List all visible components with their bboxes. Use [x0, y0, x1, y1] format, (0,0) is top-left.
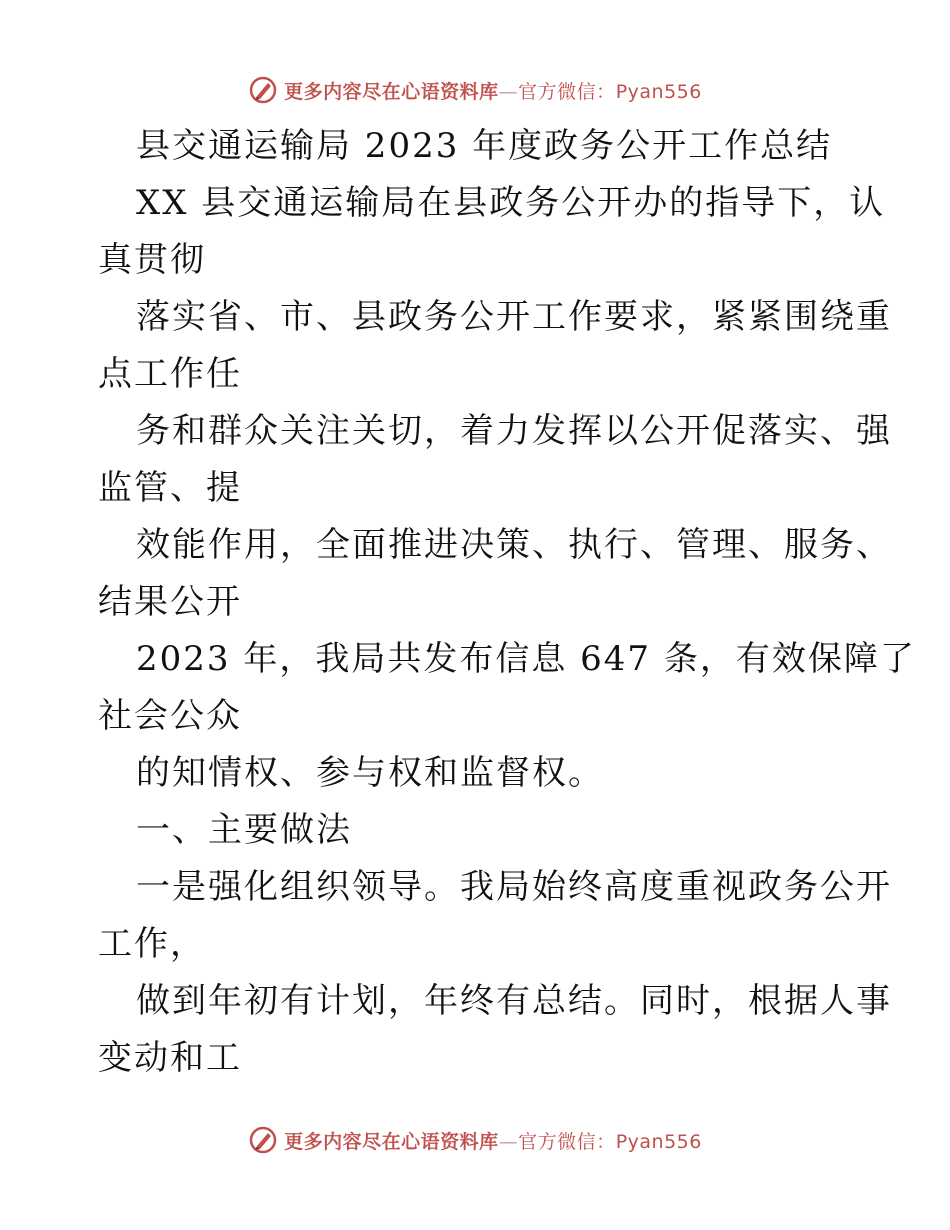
paragraph-line: 一是强化组织领导。我局始终高度重视政务公开	[136, 867, 892, 907]
watermark-account: Pyan556	[615, 80, 702, 103]
paragraph-line: XX 县交通运输局在县政务公开办的指导下，认	[136, 183, 886, 223]
footer-watermark	[0, 1120, 950, 1160]
pen-logo-icon	[248, 75, 278, 105]
paragraph-line: 监管、提	[98, 468, 242, 508]
pen-logo-icon	[248, 1125, 278, 1155]
document-title: 县交通运输局 2023 年度政务公开工作总结	[136, 126, 833, 166]
paragraph-line: 点工作任	[98, 354, 242, 394]
paragraph-line: 结果公开	[98, 582, 242, 622]
paragraph-line: 务和群众关注关切，着力发挥以公开促落实、强	[136, 411, 892, 451]
paragraph-line: 2023 年，我局共发布信息 647 条，有效保障了	[136, 639, 916, 679]
watermark-wechat-label: 官方微信：	[518, 80, 616, 103]
watermark-brand: 更多内容尽在心语资料库	[284, 1130, 499, 1153]
paragraph-line: 落实省、市、县政务公开工作要求，紧紧围绕重	[136, 297, 892, 337]
paragraph-line: 的知情权、参与权和监督权。	[136, 753, 604, 793]
document-body	[98, 118, 916, 1087]
header-watermark	[0, 70, 950, 110]
watermark-wechat-label: 官方微信：	[518, 1130, 616, 1153]
watermark-brand: 更多内容尽在心语资料库	[284, 80, 499, 103]
paragraph-line: 变动和工	[98, 1038, 242, 1078]
watermark-account: Pyan556	[615, 1130, 702, 1153]
paragraph-line: 效能作用，全面推进决策、执行、管理、服务、	[136, 525, 892, 565]
paragraph-line: 工作，	[98, 924, 206, 964]
paragraph-line: 社会公众	[98, 696, 242, 736]
watermark-separator: —	[498, 1130, 519, 1153]
watermark-separator: —	[498, 80, 519, 103]
section-heading: 一、主要做法	[136, 810, 352, 850]
watermark-text	[284, 77, 702, 104]
paragraph-line: 做到年初有计划，年终有总结。同时，根据人事	[136, 981, 892, 1021]
watermark-text	[284, 1127, 702, 1154]
paragraph-line: 真贯彻	[98, 240, 206, 280]
